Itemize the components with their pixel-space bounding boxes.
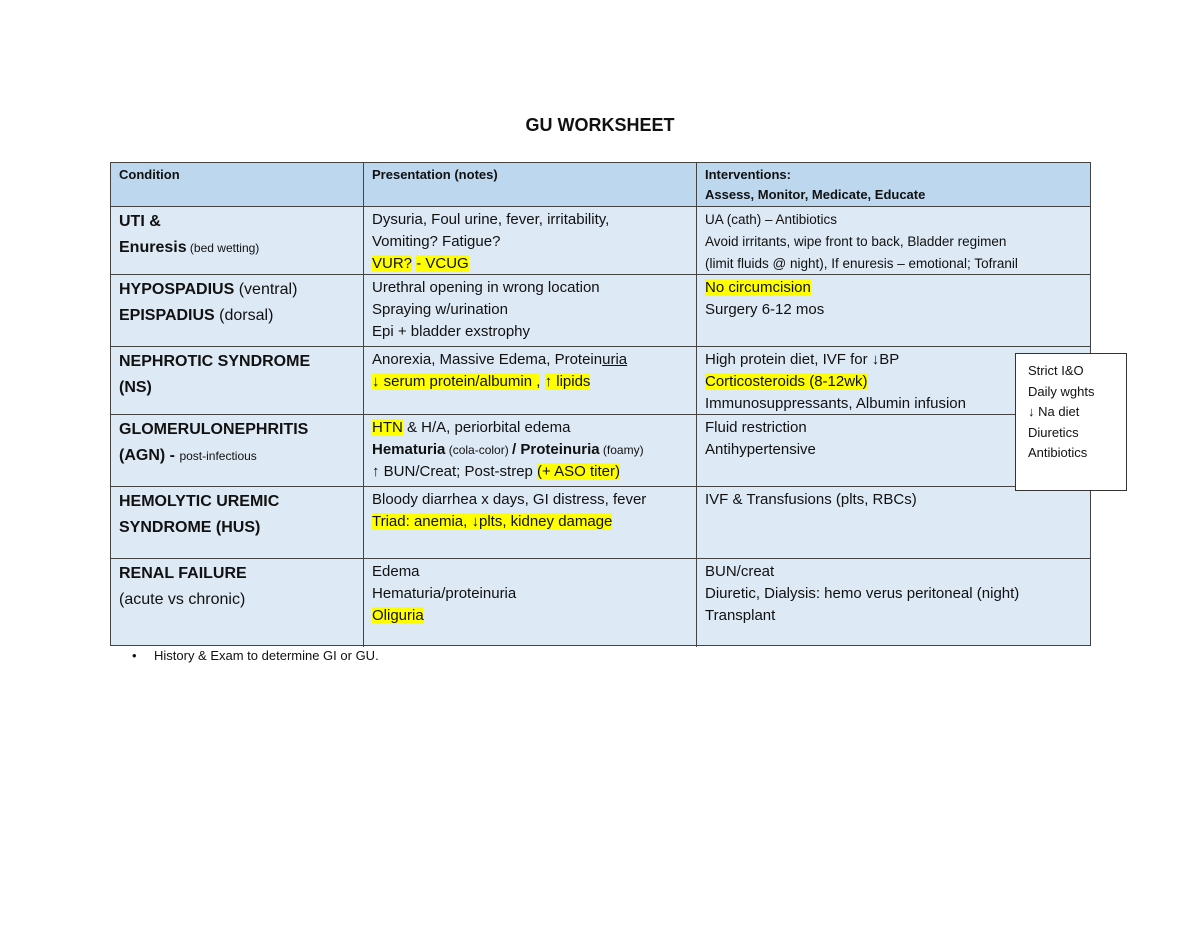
cell-line [119, 375, 355, 401]
text-segment: ↑ BUN/Creat; Post-strep [372, 463, 538, 480]
text-segment: Proteinuria [520, 441, 600, 458]
cell-line [705, 277, 1084, 299]
interventions-cell [696, 487, 1092, 558]
callout-box [1015, 353, 1127, 491]
callout-item: ↓ Na diet [1028, 404, 1080, 419]
text-segment: (cola-color) [445, 443, 513, 457]
condition-cell [111, 347, 363, 414]
cell-line [372, 605, 688, 627]
text-segment: HYPOSPADIUS [119, 281, 235, 298]
callout-item: Daily wghts [1028, 383, 1095, 399]
callout-item: Antibiotics [1028, 445, 1088, 460]
cell-line [119, 165, 355, 185]
text-segment: BUN/creat [705, 563, 775, 580]
cell-line [119, 443, 355, 469]
highlighted-text: HTN [372, 419, 403, 436]
header-interventions [696, 163, 1092, 206]
text-segment: UA (cath) – Antibiotics [705, 212, 838, 227]
presentation-cell [363, 415, 696, 486]
callout-item: Strict I&O [1028, 363, 1084, 378]
text-segment: GLOMERULONEPHRITIS [119, 421, 309, 438]
cell-line [705, 253, 1084, 275]
cell-line [119, 489, 355, 515]
cell-line [372, 511, 688, 533]
cell-line [705, 165, 1084, 185]
table-row [111, 486, 1090, 558]
cell-line [119, 303, 355, 329]
text-segment: IVF & Transfusions (plts, RBCs) [705, 491, 917, 508]
cell-line [372, 583, 688, 605]
highlighted-text: Corticosteroids (8-12wk) [705, 373, 868, 390]
text-segment: (bed wetting) [186, 241, 260, 255]
callout-item: Diuretics [1028, 424, 1079, 440]
cell-line [372, 349, 688, 371]
condition-cell [111, 207, 363, 274]
cell-line [372, 231, 688, 253]
text-segment: (AGN) - [119, 447, 180, 464]
table-row [111, 558, 1090, 647]
cell-line [705, 299, 1084, 321]
text-segment: (ventral) [234, 281, 298, 298]
gu-table [110, 162, 1091, 646]
cell-line [372, 165, 688, 185]
text-segment: Surgery 6-12 mos [705, 301, 825, 318]
text-segment: Condition [119, 167, 180, 182]
condition-cell [111, 275, 363, 346]
cell-line [705, 209, 1084, 231]
note-text: History & Exam to determine GI or GU. [154, 648, 379, 663]
cell-line [372, 461, 688, 483]
text-segment: HEMOLYTIC UREMIC [119, 493, 280, 510]
table-row [111, 274, 1090, 346]
text-segment: Bloody diarrhea x days, GI distress, fever [372, 491, 647, 508]
text-segment: (NS) [119, 379, 152, 396]
text-segment: Spraying w/urination [372, 301, 508, 318]
cell-line [705, 583, 1084, 605]
cell-line [119, 209, 355, 235]
text-segment: Anorexia, Massive Edema, Protein [372, 351, 603, 368]
cell-line [372, 371, 688, 393]
text-segment: post-infectious [179, 449, 257, 463]
text-segment [540, 373, 544, 390]
cell-line [372, 417, 688, 439]
text-segment: Interventions: [705, 167, 791, 182]
page-title: GU WORKSHEET [525, 115, 675, 135]
text-segment: (acute vs chronic) [119, 591, 246, 608]
cell-line [705, 185, 1084, 205]
cell-line [119, 417, 355, 443]
condition-cell [111, 559, 363, 647]
text-segment: NEPHROTIC SYNDROME [119, 353, 311, 370]
text-segment: Epi + bladder exstrophy [372, 323, 531, 340]
text-segment: (dorsal) [214, 307, 274, 324]
cell-line [119, 277, 355, 303]
table-row [111, 414, 1090, 486]
highlighted-text: Oliguria [372, 607, 424, 624]
highlighted-text: ↓ serum protein/albumin , [372, 373, 541, 390]
bullet-icon: • [132, 648, 137, 663]
table-header-row [111, 163, 1090, 206]
presentation-cell [363, 275, 696, 346]
presentation-cell [363, 487, 696, 558]
text-segment: Urethral opening in wrong location [372, 279, 600, 296]
text-segment: Vomiting? Fatigue? [372, 233, 501, 250]
condition-cell [111, 487, 363, 558]
cell-line [372, 439, 688, 461]
text-segment: Diuretic, Dialysis: hemo verus peritoneal (night) [705, 585, 1020, 602]
table-row [111, 346, 1090, 414]
text-segment: Transplant [705, 607, 776, 624]
highlighted-text: (+ ASO titer) [537, 463, 620, 480]
highlighted-text: VUR? [372, 255, 413, 272]
header-presentation [363, 163, 696, 206]
cell-line [372, 299, 688, 321]
text-segment: Immunosuppressants, Albumin infusion [705, 395, 966, 412]
text-segment: (foamy) [599, 443, 644, 457]
text-segment: Hematuria/proteinuria [372, 585, 517, 602]
highlighted-text: ↑ lipids [544, 373, 591, 390]
interventions-cell [696, 207, 1092, 274]
text-segment: RENAL FAILURE [119, 565, 247, 582]
highlighted-text: - VCUG [416, 255, 469, 272]
text-segment: Assess, Monitor, Medicate, Educate [705, 187, 926, 202]
highlighted-text: No circumcision [705, 279, 811, 296]
text-segment: Edema [372, 563, 420, 580]
text-segment: Antihypertensive [705, 441, 816, 458]
table-row [111, 206, 1090, 274]
presentation-cell [363, 347, 696, 414]
cell-line [119, 349, 355, 375]
text-segment: & H/A, periorbital edema [402, 419, 571, 436]
text-segment: UTI & [119, 213, 161, 230]
text-segment: Avoid irritants, wipe front to back, Bladder regimen [705, 234, 1007, 249]
cell-line [372, 253, 688, 275]
cell-line [705, 489, 1084, 511]
interventions-cell [696, 275, 1092, 346]
presentation-cell [363, 559, 696, 647]
highlighted-text: Triad: anemia, ↓plts, kidney damage [372, 513, 613, 530]
cell-line [372, 489, 688, 511]
cell-line [119, 235, 355, 261]
text-segment: Hematuria [372, 441, 446, 458]
cell-line [705, 605, 1084, 627]
text-segment: Presentation (notes) [372, 167, 498, 182]
cell-line [119, 561, 355, 587]
bullet-note [132, 648, 379, 663]
text-segment: EPISPADIUS [119, 307, 215, 324]
cell-line [372, 561, 688, 583]
cell-line [705, 231, 1084, 253]
cell-line [119, 587, 355, 613]
cell-line [705, 561, 1084, 583]
text-segment: / [512, 441, 521, 458]
text-segment: Enuresis [119, 239, 187, 256]
text-segment: Fluid restriction [705, 419, 807, 436]
cell-line [119, 515, 355, 541]
cell-line [372, 321, 688, 343]
text-segment: uria [602, 351, 628, 368]
interventions-cell [696, 559, 1092, 647]
condition-cell [111, 415, 363, 486]
text-segment: High protein diet, IVF for ↓BP [705, 351, 900, 368]
cell-line [372, 209, 688, 231]
presentation-cell [363, 207, 696, 274]
text-segment: SYNDROME (HUS) [119, 519, 261, 536]
text-segment: (limit fluids @ night), If enuresis – emotional; Tofranil [705, 256, 1018, 271]
header-condition [111, 163, 363, 206]
text-segment: Dysuria, Foul urine, fever, irritability, [372, 211, 610, 228]
cell-line [372, 277, 688, 299]
